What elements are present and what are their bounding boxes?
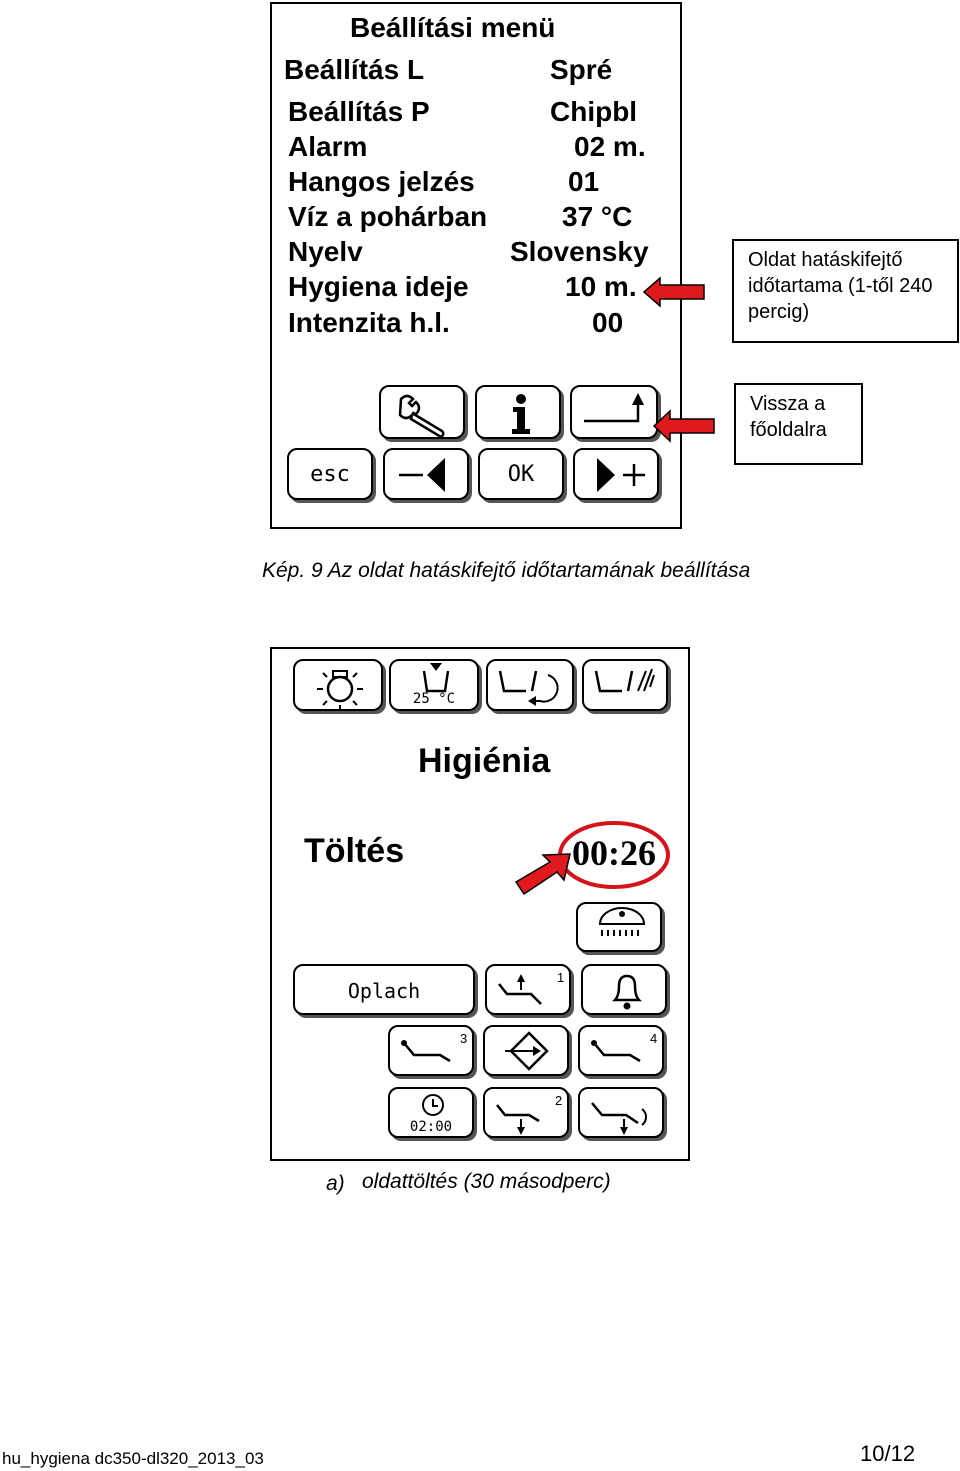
chair-spit-button[interactable] [582, 659, 668, 711]
operating-light-icon [578, 904, 664, 954]
bell-icon [583, 966, 669, 1017]
settings-menu-title: Beállítási menü [350, 12, 556, 43]
footer-doc-id: hu_hygiena dc350-dl320_2013_03 [2, 1449, 264, 1468]
chair-position-3-button[interactable] [388, 1025, 474, 1076]
position-number: 4 [650, 1031, 658, 1046]
timer-button[interactable] [388, 1087, 474, 1138]
increase-button[interactable] [573, 448, 659, 500]
bell-button[interactable] [581, 964, 667, 1015]
menu-row-label: Hygiena ideje [288, 271, 469, 302]
esc-label: esc [310, 462, 350, 487]
clock-time: 02:00 [409, 1119, 453, 1135]
chair-return-button[interactable] [486, 659, 574, 711]
menu-row-label: Beállítás P [288, 96, 430, 127]
timer-value: 00:26 [572, 833, 656, 873]
spittoon-position-button[interactable] [483, 1025, 569, 1076]
rinse-label: Oplach [347, 979, 421, 1003]
menu-row-label: Víz a pohárban [288, 201, 488, 232]
chair-down-button[interactable] [578, 1087, 664, 1138]
back-callout [734, 383, 863, 465]
menu-row-label: Beállítás L [284, 54, 425, 85]
minus-left-icon [385, 450, 471, 502]
figure-caption: Kép. 9 Az oldat hatáskifejtő időtartamának beállítása [262, 559, 751, 582]
menu-row-value: 02 m. [574, 131, 646, 162]
decrease-button[interactable] [383, 448, 469, 500]
red-arrow-icon [510, 850, 574, 900]
ok-button[interactable] [478, 448, 564, 500]
diamond-arrow-icon [485, 1027, 571, 1078]
chair-position-4-button[interactable] [578, 1025, 664, 1076]
chair-position-1-button[interactable] [485, 964, 571, 1015]
status-label: Töltés [304, 832, 405, 870]
info-icon [477, 387, 563, 441]
return-icon [572, 387, 660, 441]
cup-temperature: 25 °C [412, 691, 456, 707]
light-button[interactable] [293, 659, 383, 711]
page-number: 10/12 [860, 1441, 916, 1466]
plus-right-icon [575, 450, 661, 502]
esc-button[interactable] [287, 448, 373, 500]
chair-return-icon [488, 661, 576, 713]
red-arrow-icon [642, 276, 706, 308]
info-button[interactable] [475, 385, 561, 439]
chair-position-2-button[interactable] [483, 1087, 569, 1138]
home-button[interactable] [570, 385, 658, 439]
menu-row-value: Spré [550, 54, 613, 85]
cup-button[interactable] [389, 659, 479, 711]
subcaption-text: oldattöltés (30 másodperc) [362, 1170, 611, 1193]
duration-callout-text: Oldat hatáskifejtő időtartama (1-től 240 percig) [748, 249, 933, 323]
chair-down-icon [580, 1089, 666, 1140]
hygiene-title: Higiénia [418, 742, 551, 780]
wrench-button[interactable] [379, 385, 465, 439]
rinse-button[interactable] [293, 964, 475, 1015]
menu-row-label: Nyelv [288, 236, 363, 267]
menu-row-value: Slovensky [510, 236, 649, 267]
chair-spittoon-icon [584, 661, 670, 713]
ok-label: OK [507, 462, 535, 487]
position-number: 2 [555, 1093, 563, 1108]
position-number: 3 [460, 1031, 468, 1046]
position-number: 1 [557, 970, 565, 985]
light-intensity-button[interactable] [576, 902, 662, 952]
menu-row-value: 00 [592, 307, 624, 338]
menu-row-label: Hangos jelzés [288, 166, 475, 197]
red-arrow-icon [652, 409, 716, 443]
menu-row-value: Chipbl [550, 96, 638, 127]
menu-row-value: 10 m. [565, 271, 637, 302]
wrench-icon [381, 387, 467, 441]
menu-row-value: 01 [568, 166, 600, 197]
menu-row-value: 37 °C [562, 201, 633, 232]
menu-row-label: Alarm [288, 131, 368, 162]
menu-row-label: Intenzita h.l. [288, 307, 450, 338]
back-callout-text: Vissza a főoldalra [750, 393, 827, 441]
lamp-icon [295, 661, 385, 713]
subcaption-letter: a) [326, 1172, 345, 1195]
duration-callout [732, 239, 959, 343]
